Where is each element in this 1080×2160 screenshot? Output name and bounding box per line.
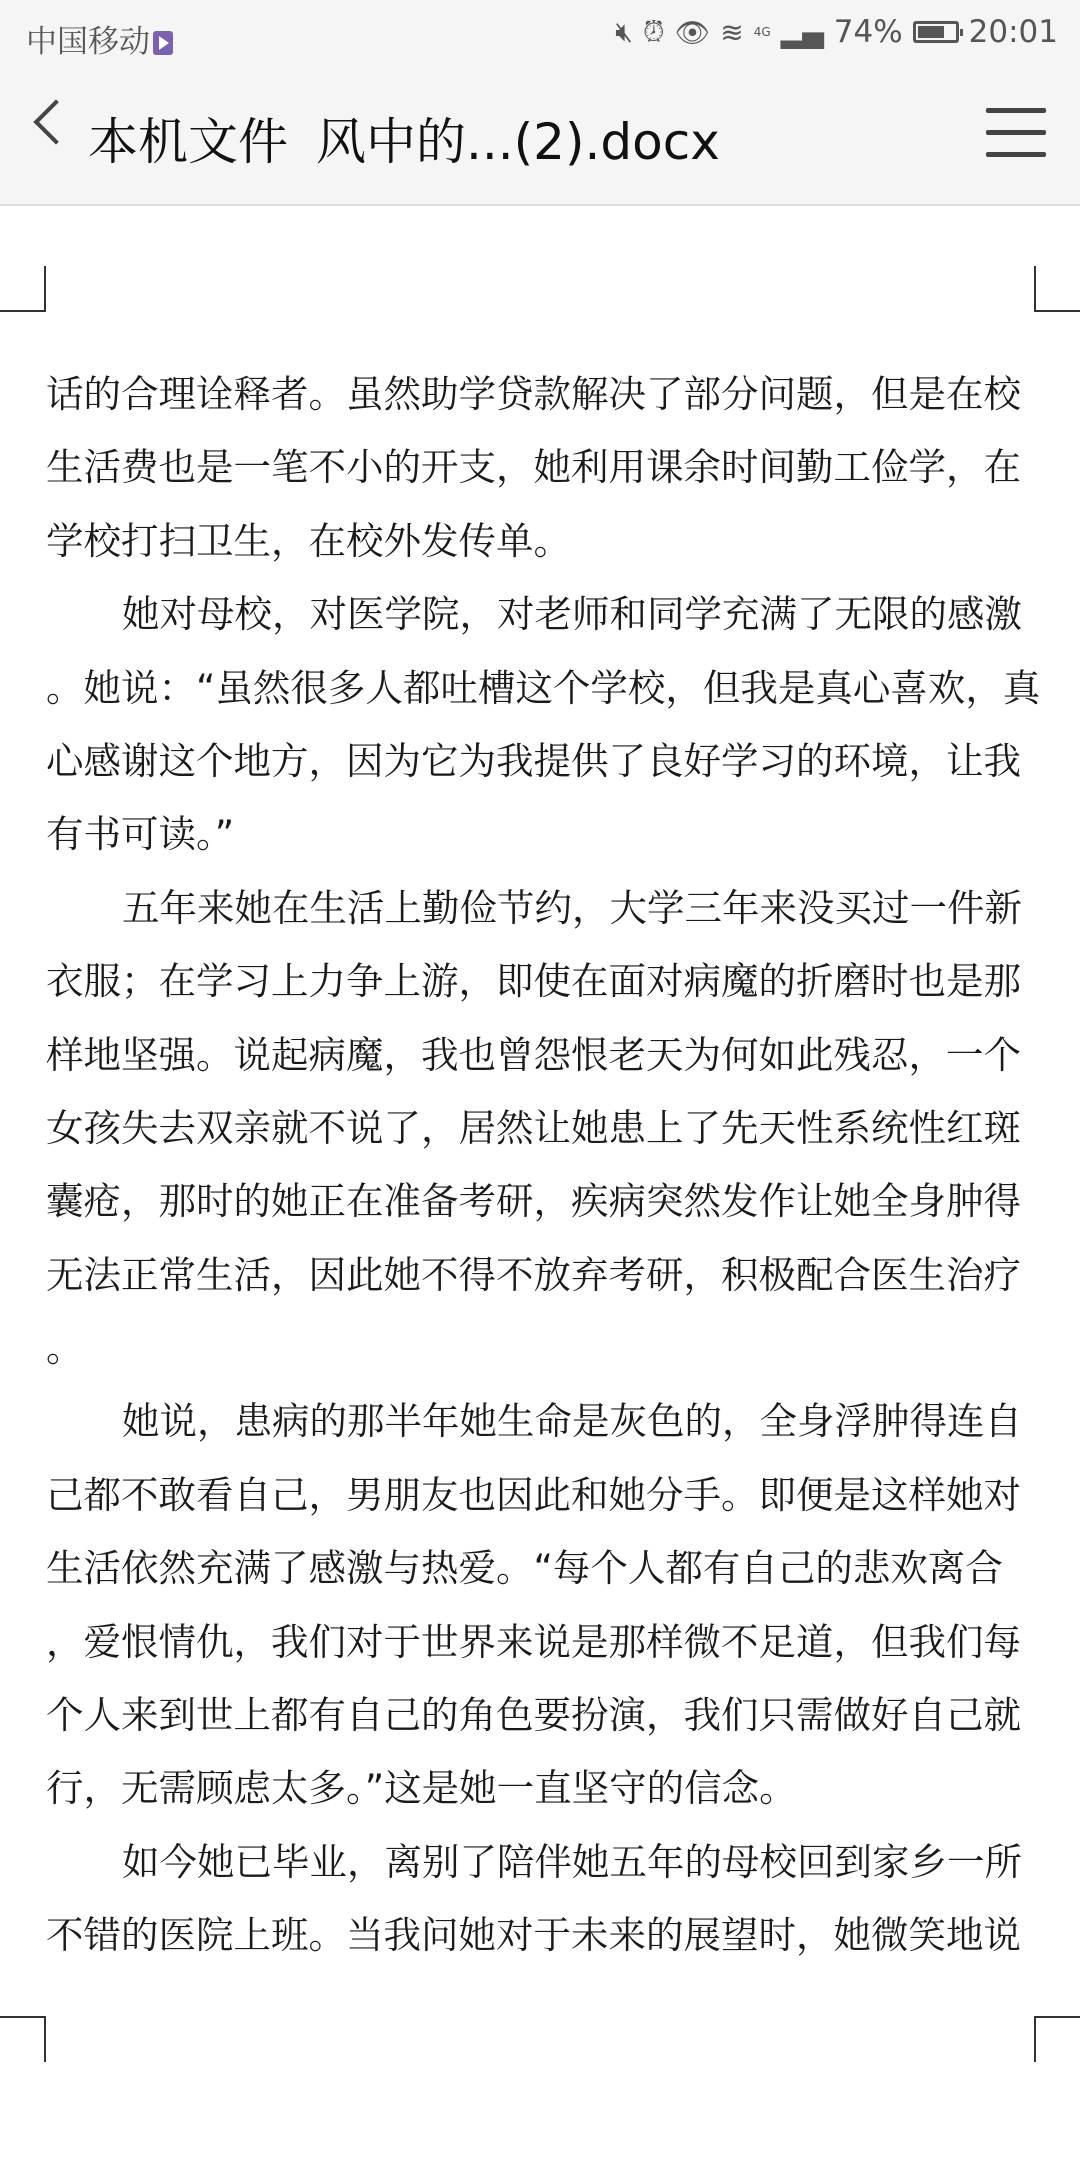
document-text-line: 心感谢这个地方，因为它为我提供了良好学习的环境，让我 [46,738,1021,783]
document-text-line: 行，无需顾虑太多。”这是她一直坚守的信念。 [46,1766,797,1811]
carrier [26,16,173,61]
wifi-icon: ≋ [720,15,744,49]
page-corner-mark [0,266,46,312]
page-corner-mark [0,2016,46,2062]
document-text-line: 衣服；在学习上力争上游，即使在面对病魔的折磨时也是那 [46,959,1021,1004]
video-app-icon [153,31,173,55]
document-text-line: 个人来到世上都有自己的角色要扮演，我们只需做好自己就 [46,1693,1021,1738]
document-text-line: 无法正常生活，因此她不得不放弃考研，积极配合医生治疗 [46,1252,1021,1297]
menu-icon[interactable] [986,108,1046,158]
document-body [46,358,1041,1973]
document-text-line: 有书可读。” [46,812,235,857]
document-text-line: 样地坚强。说起病魔，我也曾怨恨老天为何如此残忍，一个 [46,1032,1021,1077]
file-name: 风中的...(2).docx [316,113,720,171]
status-bar [0,0,1080,72]
battery-icon [913,21,959,43]
back-chevron-icon[interactable] [33,99,78,144]
document-text-line: 生活费也是一笔不小的开支，她利用课余时间勤工俭学，在 [46,445,1021,490]
alarm-icon: ⏰︎ [642,15,665,48]
document-text-line: 。 [46,1326,84,1371]
network-type: 4G [753,25,771,39]
clock: 20:01 [968,14,1058,50]
battery-percent: 74% [833,14,903,50]
document-text-line: 她说，患病的那半年她生命是灰色的，全身浮肿得连自 [122,1399,1022,1444]
document-text-line: 五年来她在生活上勤俭节约，大学三年来没买过一件新 [122,885,1022,930]
document-text-line: 己都不敢看自己，男朋友也因此和她分手。即便是这样她对 [46,1472,1021,1517]
page-corner-mark [1034,266,1080,312]
document-text-line: 生活依然充满了感激与热爱。“每个人都有自己的悲欢离合 [46,1546,1003,1591]
page-corner-mark [1034,2016,1080,2062]
mute-icon: 🔇︎ [615,15,633,48]
document-text-line: 话的合理诠释者。虽然助学贷款解决了部分问题，但是在校 [46,372,1021,416]
document-text-line: 囊疮，那时的她正在准备考研，疾病突然发作让她全身肿得 [46,1179,1021,1224]
eye-icon: 👁︎ [674,15,711,49]
page-title [88,102,720,174]
document-text-line: 如今她已毕业，离别了陪伴她五年的母校回到家乡一所 [122,1839,1022,1884]
app-header [0,72,1080,206]
signal-icon: ▂▄ [780,15,824,49]
breadcrumb-location[interactable]: 本机文件 [88,113,288,171]
carrier-label: 中国移动 [26,24,150,60]
document-text-line: 不错的医院上班。当我问她对于未来的展望时，她微笑地说 [46,1913,1021,1958]
document-text-line: 学校打扫卫生，在校外发传单。 [46,518,571,563]
document-text-line: 。她说：“虽然很多人都吐槽这个学校，但我是真心喜欢，真 [46,665,1041,710]
document-text-line: 女孩失去双亲就不说了，居然让她患上了先天性系统性红斑 [46,1105,1021,1150]
document-text-line: 她对母校，对医学院，对老师和同学充满了无限的感激 [122,592,1022,637]
document-text-line: ，爱恨情仇，我们对于世界来说是那样微不足道，但我们每 [46,1619,1021,1664]
